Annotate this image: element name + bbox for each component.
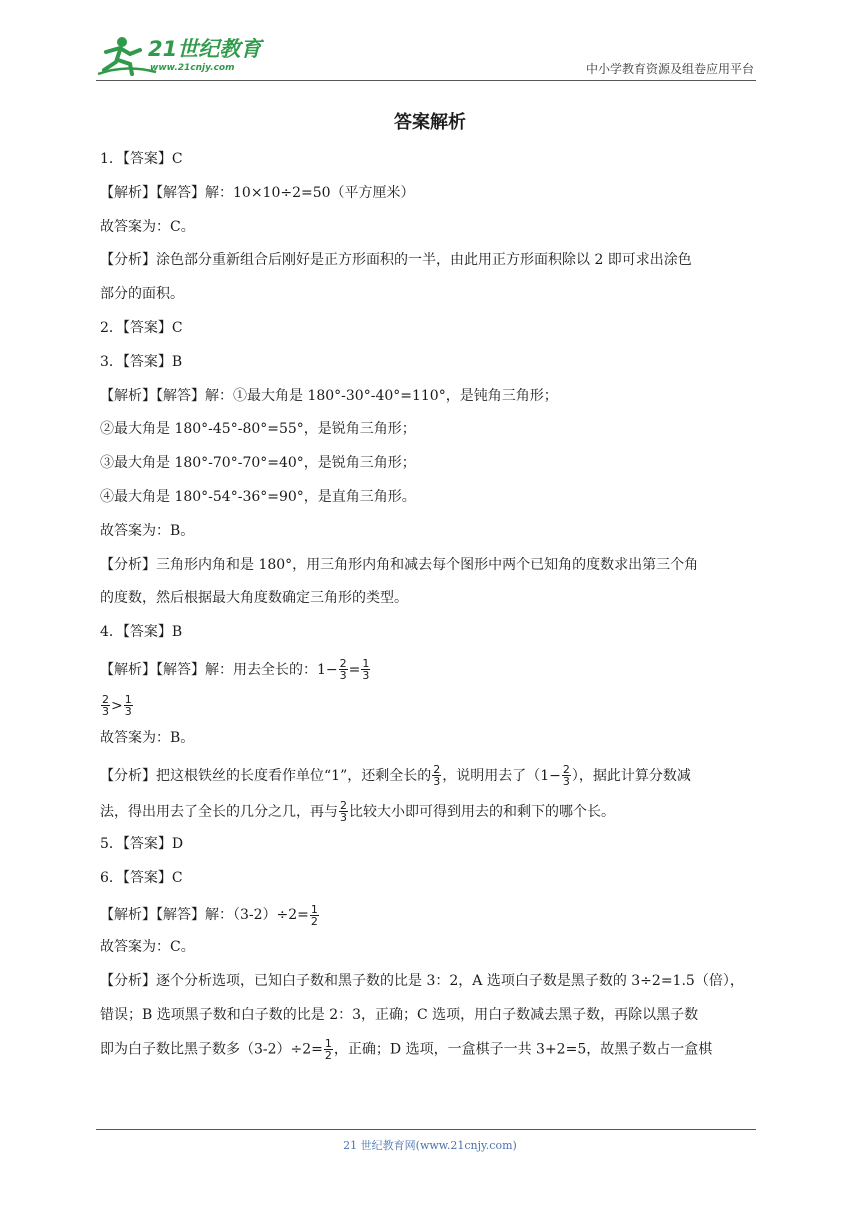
fraction-one-half: $\frac{1}{2}$	[324, 1036, 332, 1062]
conclusion-4: 故答案为：B。	[100, 729, 195, 746]
answer-4: 4．【答案】B	[100, 624, 183, 641]
fraction-two-thirds: $\frac{2}{3}$	[433, 763, 441, 789]
conclusion-6: 故答案为：C。	[100, 939, 195, 956]
analysis-1: 【分析】涂色部分重新组合后刚好是正方形面积的一半，由此用正方形面积除以 2 即可求出涂色 部分的面积。	[100, 252, 692, 303]
analysis-3: 【分析】三角形内角和是 180°，用三角形内角和减去每个图形中两个已知角的度数求出第三个角 的度数，然后根据最大角度数确定三角形的类型。	[100, 556, 699, 607]
answer-1: 1．【答案】C	[100, 151, 183, 167]
solution-3-line-2: ②最大角是 180°-45°-80°=55°，是锐角三角形；	[100, 421, 416, 438]
logo	[96, 30, 266, 78]
answer-2: 2．【答案】C	[100, 319, 183, 336]
answer-content	[100, 148, 760, 1073]
solution-4: 【解析】【解答】解：用去全长的：1− $\frac{2}{3}$ = $\frac{1}{3}$	[100, 657, 370, 683]
analysis-4-line-2: 法，得出用去了全长的几分之几，再与 $\frac{2}{3}$ 比较大小即可得到用去的和剩下的哪个长。	[100, 799, 615, 825]
fraction-two-thirds: $\frac{2}{3}$	[562, 763, 570, 789]
fraction-two-thirds: $\frac{2}{3}$	[340, 799, 347, 825]
analysis-4-line-1: 【分析】把这根铁丝的长度看作单位“1”，还剩全长的 $\frac{2}{3}$ ，说明用去了（1− $\frac{2}{3}$ ），据此计算分数减	[100, 763, 691, 789]
conclusion-3: 故答案为：B。	[100, 522, 195, 539]
answer-5: 5．【答案】D	[100, 835, 184, 852]
solution-3-line-4: ④最大角是 180°-54°-36°=90°，是直角三角形。	[100, 488, 416, 505]
logo-url: www.21cnjy.com	[150, 63, 235, 73]
solution-1: 【解析】【解答】解：10×10÷2=50（平方厘米）	[100, 184, 415, 201]
page-title: 答案解析	[394, 112, 466, 133]
fraction-one-third: $\frac{1}{3}$	[362, 657, 370, 683]
analysis-6: 【分析】逐个分析选项，已知白子数和黑子数的比是 3：2，A 选项白子数是黑子数的 3÷2=1.5（倍）， 错误；B 选项黑子数和白子数的比是 2：3，正确；C 选项，用白子数减去黑子数，再除以黑子数 即为白子数比黑子数多（3-2）÷2= $\frac{1}{2}$ ，正确；D 选项，一盒棋子一共 3+2=5，故黑子数占一盒棋	[100, 973, 744, 1062]
conclusion-1: 故答案为：C。	[100, 218, 195, 235]
logo-text: 21世纪教育	[148, 37, 262, 61]
solution-3-line-3: ③最大角是 180°-70°-70°=40°，是锐角三角形；	[100, 455, 416, 472]
fraction-one-third: $\frac{1}{3}$	[124, 693, 132, 719]
fraction-two-thirds: $\frac{2}{3}$	[102, 693, 109, 719]
fraction-one-half: $\frac{1}{2}$	[310, 902, 318, 928]
footer-divider	[96, 1129, 756, 1130]
solution-3-line-1: 【解析】【解答】解：①最大角是 180°-30°-40°=110°，是钝角三角形；	[100, 387, 558, 404]
platform-name: 中小学教育资源及组卷应用平台	[585, 62, 754, 76]
footer-site: 21 世纪教育网(www.21cnjy.com)	[343, 1139, 517, 1152]
fraction-two-thirds: $\frac{2}{3}$	[339, 657, 347, 683]
header-divider	[96, 80, 756, 81]
solution-6: 【解析】【解答】解：（3-2）÷2= $\frac{1}{2}$	[100, 902, 318, 928]
answer-6: 6．【答案】C	[100, 869, 183, 886]
answer-3: 3．【答案】B	[100, 353, 183, 370]
comparison-4: $\frac{2}{3}$ > $\frac{1}{3}$	[102, 693, 132, 719]
page-header	[96, 30, 756, 82]
